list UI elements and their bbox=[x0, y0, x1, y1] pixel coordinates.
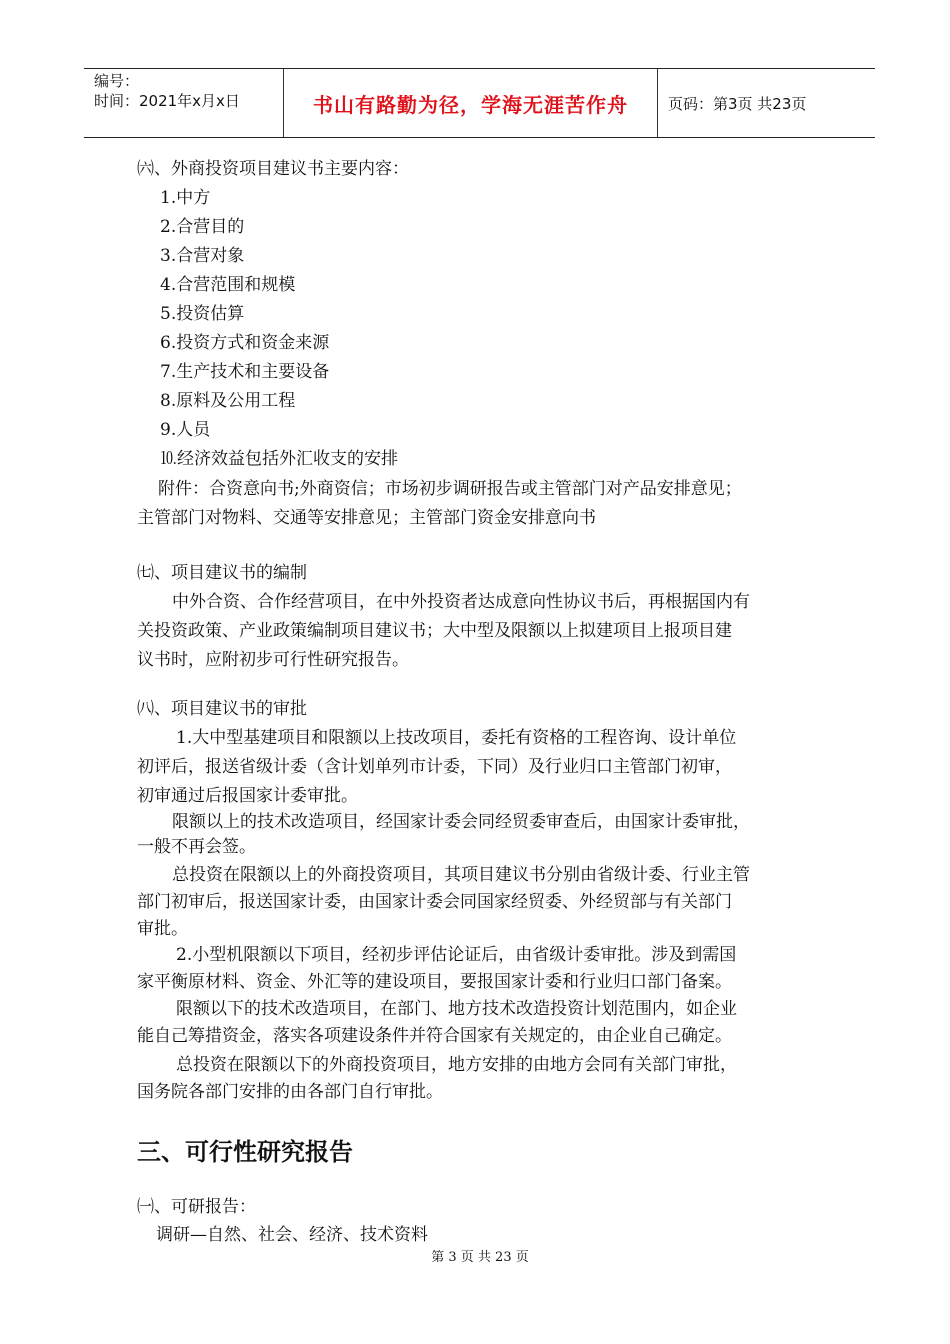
paragraph-line: 初审通过后报国家计委审批。 bbox=[137, 786, 358, 806]
header-motto: 书山有路勤为径，学海无涯苦作舟 bbox=[313, 92, 628, 117]
paragraph-line: 关投资政策、产业政策编制项目建议书；大中型及限额以上拟建项目上报项目建 bbox=[137, 621, 732, 641]
paragraph-line: 限额以上的技术改造项目，经国家计委会同经贸委审查后，由国家计委审批， bbox=[172, 812, 750, 832]
attachment-line: 主管部门对物料、交通等安排意见；主管部门资金安排意向书 bbox=[137, 508, 596, 528]
list-item: 5.投资估算 bbox=[160, 304, 245, 324]
paragraph-line: 限额以下的技术改造项目，在部门、地方技术改造投资计划范围内，如企业 bbox=[176, 999, 737, 1019]
paragraph-line: 2.小型机限额以下项目，经初步评估论证后，由省级计委审批。涉及到需国 bbox=[176, 945, 737, 965]
list-item: 1.中方 bbox=[160, 188, 211, 208]
paragraph-line: 调研—自然、社会、经济、技术资料 bbox=[156, 1225, 428, 1245]
page-footer: 第 3 页 共 23 页 bbox=[431, 1250, 529, 1265]
paragraph-line: 家平衡原材料、资金、外汇等的建设项目，要报国家计委和行业归口部门备案。 bbox=[137, 972, 732, 992]
paragraph-line: 总投资在限额以上的外商投资项目，其项目建议书分别由省级计委、行业主管 bbox=[172, 865, 750, 885]
paragraph-line: 审批。 bbox=[137, 919, 188, 939]
section-6-title: ㈥、外商投资项目建议书主要内容： bbox=[137, 159, 409, 179]
paragraph-line: 议书时，应附初步可行性研究报告。 bbox=[137, 650, 409, 670]
paragraph-line: 部门初审后，报送国家计委，由国家计委会同国家经贸委、外经贸部与有关部门 bbox=[137, 892, 732, 912]
list-item: 4.合营范围和规模 bbox=[160, 275, 296, 295]
header-page-cell bbox=[658, 69, 875, 137]
list-item: 3.合营对象 bbox=[160, 246, 245, 266]
attachment-line: 附件：合资意向书;外商资信；市场初步调研报告或主管部门对产品安排意见； bbox=[158, 479, 742, 499]
header-meta bbox=[84, 69, 284, 137]
chapter-heading: 三、可行性研究报告 bbox=[137, 1138, 353, 1166]
paragraph-line: 中外合资、合作经营项目，在中外投资者达成意向性协议书后，再根据国内有 bbox=[172, 592, 750, 612]
list-item: 8.原料及公用工程 bbox=[160, 391, 296, 411]
document-number-label: 编号： bbox=[94, 72, 140, 90]
paragraph-line: 能自己筹措资金，落实各项建设条件并符合国家有关规定的，由企业自己确定。 bbox=[137, 1026, 732, 1046]
list-item: 2.合营目的 bbox=[160, 217, 245, 237]
paragraph-line: 总投资在限额以下的外商投资项目，地方安排的由地方会同有关部门审批， bbox=[176, 1055, 737, 1075]
page-header bbox=[84, 68, 875, 138]
section-7-title: ㈦、项目建议书的编制 bbox=[137, 563, 307, 583]
paragraph-line: 初评后，报送省级计委（含计划单列市计委，下同）及行业归口主管部门初审， bbox=[137, 757, 732, 777]
document-time-label: 时间：2021年x月x日 bbox=[94, 92, 240, 110]
list-item: 7.生产技术和主要设备 bbox=[160, 362, 330, 382]
section-8-title: ㈧、项目建议书的审批 bbox=[137, 699, 307, 719]
header-motto-cell bbox=[284, 69, 658, 137]
list-item: ⒑经济效益包括外汇收支的安排 bbox=[160, 449, 398, 469]
paragraph-line: 国务院各部门安排的由各部门自行审批。 bbox=[137, 1082, 443, 1102]
header-page-label: 页码：第3页 共23页 bbox=[668, 94, 807, 113]
paragraph-line: 一般不再会签。 bbox=[137, 837, 256, 857]
paragraph-line: 1.大中型基建项目和限额以上技改项目，委托有资格的工程咨询、设计单位 bbox=[176, 728, 737, 748]
list-item: 6.投资方式和资金来源 bbox=[160, 333, 330, 353]
list-item: 9.人员 bbox=[160, 420, 211, 440]
section-1-title: ㈠、可研报告： bbox=[137, 1197, 256, 1217]
